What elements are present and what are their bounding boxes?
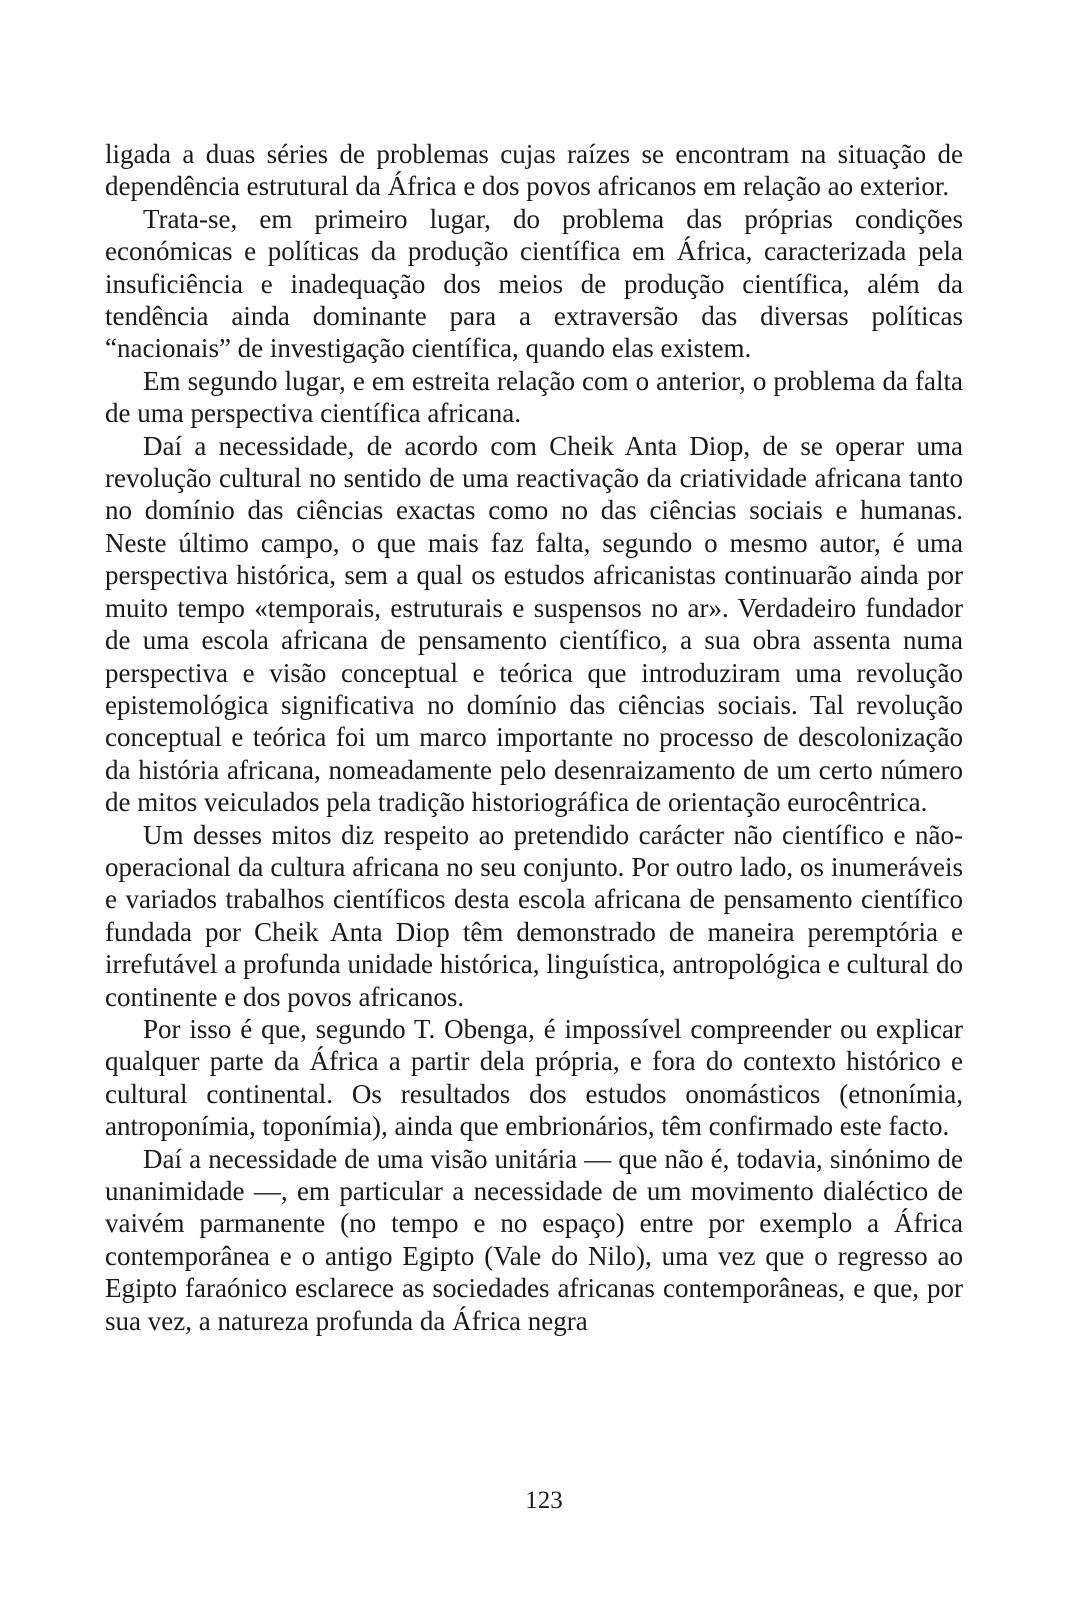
paragraph-cultural-revolution: Daí a necessidade, de acordo com Cheik Anta Diop, de se operar uma revolução cultural no sentido de uma reactivação da criatividade africana tanto no domínio das ciências exactas como no das ciências sociais e humanas. Neste último campo, o que mais faz falta, segundo o mesmo autor, é uma perspectiva histórica, sem a qual os estudos africanistas continuarão ainda por muito tempo «temporais, estruturais e suspensos no ar». Verdadeiro fundador de uma escola africana de pensamento científico, a sua obra assenta numa perspectiva e visão conceptual e teórica que introduziram uma revolução epistemológica significativa no domínio das ciências sociais. Tal revolução conceptual e teórica foi um marco importante no processo de descolonização da história africana, nomeadamente pelo desenraizamento de um certo número de mitos veiculados pela tradição historiográfica de orientação eurocêntrica. <box>105 430 963 818</box>
paragraph-myths: Um desses mitos diz respeito ao pretendido carácter não científico e não-operacional da cultura africana no seu conjunto. Por outro lado, os inumeráveis e variados trabalhos científicos desta escola africana de pensamento científico fundada por Cheik Anta Diop têm demonstrado de maneira peremptória e irrefutável a profunda unidade histórica, linguística, antropológica e cultural do continente e dos povos africanos. <box>105 819 963 1012</box>
paragraph-continuation: ligada a duas séries de problemas cujas raízes se encontram na situação de dependência estrutural da África e dos povos africanos em relação ao exterior. <box>105 139 963 202</box>
paragraph-unitary-vision: Daí a necessidade de uma visão unitária — que não é, todavia, sinónimo de unanimidade —, em particular a necessidade de um movimento dialéctico de vaivém parmanente (no tempo e no espaço) entre por exemplo a África contemporânea e o antigo Egipto (Vale do Nilo), uma vez que o regresso ao Egipto faraónico esclarece as sociedades africanas contemporâneas, e que, por sua vez, a natureza profunda da África negra <box>105 1143 963 1336</box>
paragraph-obenga: Por isso é que, segundo T. Obenga, é impossível compreender ou explicar qualquer parte da África a partir dela própria, e fora do contexto histórico e cultural continental. Os resultados dos estudos onomásticos (etnonímia, antroponímia, toponímia), ainda que embrionários, têm confirmado este facto. <box>105 1013 963 1142</box>
page-number: 123 <box>525 1487 563 1514</box>
paragraph-production-conditions: Trata-se, em primeiro lugar, do problema das próprias condições económicas e políticas da produção científica em África, caracterizada pela insuficiência e inadequação dos meios de produção científica, além da tendência ainda dominante para a extraversão das diversas políticas “nacionais” de investigação científica, quando elas existem. <box>105 203 963 364</box>
body-text <box>105 138 963 1337</box>
paragraph-scientific-perspective: Em segundo lugar, e em estreita relação com o anterior, o problema da falta de uma perspectiva científica africana. <box>105 365 963 429</box>
